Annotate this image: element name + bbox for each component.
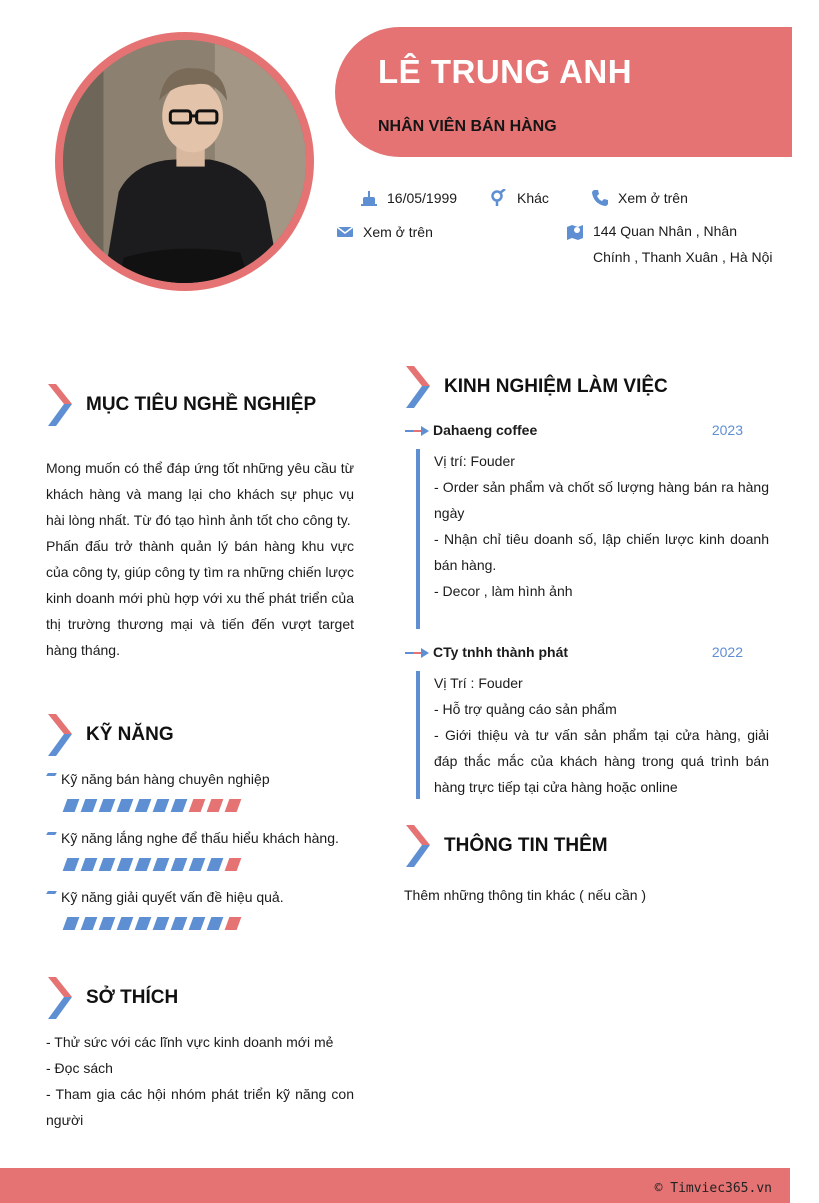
address-value: 144 Quan Nhân , Nhân Chính , Thanh Xuân , Hà Nội	[593, 223, 773, 265]
skill-label: Kỹ năng lắng nghe để thấu hiểu khách hàng.	[61, 830, 339, 846]
skill-segment-filled	[153, 799, 170, 812]
email-icon	[336, 223, 354, 241]
skill-segment-filled	[99, 858, 116, 871]
skill-segment-filled	[189, 858, 206, 871]
chevron-icon	[48, 977, 74, 1019]
skill-level-bar	[65, 858, 239, 871]
skill-segment-filled	[135, 799, 152, 812]
job-company: CTy tnhh thành phát	[433, 644, 569, 660]
skill-segment-filled	[81, 917, 98, 930]
skill-label: Kỹ năng giải quyết vấn đề hiệu quả.	[61, 889, 284, 905]
timeline-line	[416, 449, 420, 629]
skill-segment-filled	[81, 858, 98, 871]
chevron-icon	[48, 384, 74, 426]
map-icon	[566, 223, 584, 241]
gender-value: Khác	[517, 190, 549, 206]
job-title: NHÂN VIÊN BÁN HÀNG	[378, 118, 557, 135]
skill-label: Kỹ năng bán hàng chuyên nghiệp	[61, 771, 270, 787]
skill-segment-empty	[225, 858, 242, 871]
skill-segment-empty	[189, 799, 206, 812]
cake-icon	[360, 189, 378, 207]
skill-segment-filled	[171, 799, 188, 812]
footer-copyright: © Timviec365.vn	[654, 1181, 772, 1196]
skill-segment-filled	[117, 858, 134, 871]
footer-bar	[0, 1168, 790, 1203]
skill-segment-filled	[81, 799, 98, 812]
birthday-value: 16/05/1999	[387, 190, 458, 206]
job-description: Vị trí: Fouder - Order sản phẩm và chốt số lượng hàng bán ra hàng ngày - Nhận chỉ tiêu doanh số, lập chiến lược kinh doanh bán hàng. - Decor , làm hình ảnh	[434, 453, 769, 599]
arrow-icon	[405, 647, 429, 659]
hobbies-text: - Thử sức với các lĩnh vực kinh doanh mới mẻ - Đọc sách - Tham gia các hội nhóm phát triển kỹ năng con người	[46, 1034, 354, 1128]
hobbies-heading: SỞ THÍCH	[86, 987, 179, 1008]
skill-segment-empty	[207, 799, 224, 812]
skill-bullet	[46, 832, 57, 835]
experience-heading: KINH NGHIỆM LÀM VIỆC	[444, 376, 668, 397]
chevron-icon	[48, 714, 74, 756]
skill-segment-filled	[63, 858, 80, 871]
job-year: 2022	[711, 644, 743, 660]
candidate-name: LÊ TRUNG ANH	[378, 53, 633, 90]
skill-level-bar	[65, 917, 239, 930]
skill-segment-filled	[135, 917, 152, 930]
job-description: Vị Trí : Fouder - Hỗ trợ quảng cáo sản phẩm - Giới thiệu và tư vấn sản phẩm tại cửa hàng, giải đáp thắc mắc của khách hàng trong quá trình bán hàng trực tiếp tại cửa hàng hoặc online	[434, 675, 769, 795]
skill-segment-filled	[207, 858, 224, 871]
skill-segment-filled	[99, 799, 116, 812]
skill-segment-filled	[153, 917, 170, 930]
timeline-line	[416, 671, 420, 799]
chevron-icon	[406, 825, 432, 867]
avatar-photo	[63, 40, 306, 283]
skill-segment-filled	[171, 858, 188, 871]
skills-heading: KỸ NĂNG	[86, 724, 174, 745]
objective-text: Mong muốn có thể đáp ứng tốt những yêu cầu từ khách hàng và mang lại cho khách sự phục vụ hài lòng nhất. Từ đó tạo hình ảnh tốt cho công ty. Phấn đấu trở thành quản lý bán hàng khu vực của công ty, giúp công ty tìm ra những chiến lược kinh doanh mới phù hợp với xu thế phát triển của thị trường thương mại và tiến đến vượt target hàng tháng.	[46, 460, 354, 658]
extra-heading: THÔNG TIN THÊM	[444, 835, 608, 856]
skill-segment-filled	[117, 917, 134, 930]
phone-value: Xem ở trên	[618, 190, 688, 206]
gender-icon	[490, 189, 508, 207]
skill-segment-filled	[63, 799, 80, 812]
skill-bullet	[46, 773, 57, 776]
skill-segment-empty	[225, 799, 242, 812]
avatar	[55, 32, 314, 291]
skill-segment-filled	[117, 799, 134, 812]
skill-segment-filled	[189, 917, 206, 930]
chevron-icon	[406, 366, 432, 408]
arrow-icon	[405, 425, 429, 437]
skill-segment-filled	[63, 917, 80, 930]
header-banner	[335, 27, 792, 157]
extra-text: Thêm những thông tin khác ( nếu cần )	[404, 887, 647, 903]
skill-segment-empty	[225, 917, 242, 930]
job-company: Dahaeng coffee	[433, 422, 538, 438]
job-year: 2023	[711, 422, 743, 438]
skill-level-bar	[65, 799, 239, 812]
skill-bullet	[46, 891, 57, 894]
skill-segment-filled	[135, 858, 152, 871]
phone-icon	[591, 189, 609, 207]
email-value: Xem ở trên	[363, 224, 433, 240]
skill-segment-filled	[207, 917, 224, 930]
skill-segment-filled	[99, 917, 116, 930]
objective-heading: MỤC TIÊU NGHỀ NGHIỆP	[86, 394, 317, 415]
skill-segment-filled	[171, 917, 188, 930]
skill-segment-filled	[153, 858, 170, 871]
